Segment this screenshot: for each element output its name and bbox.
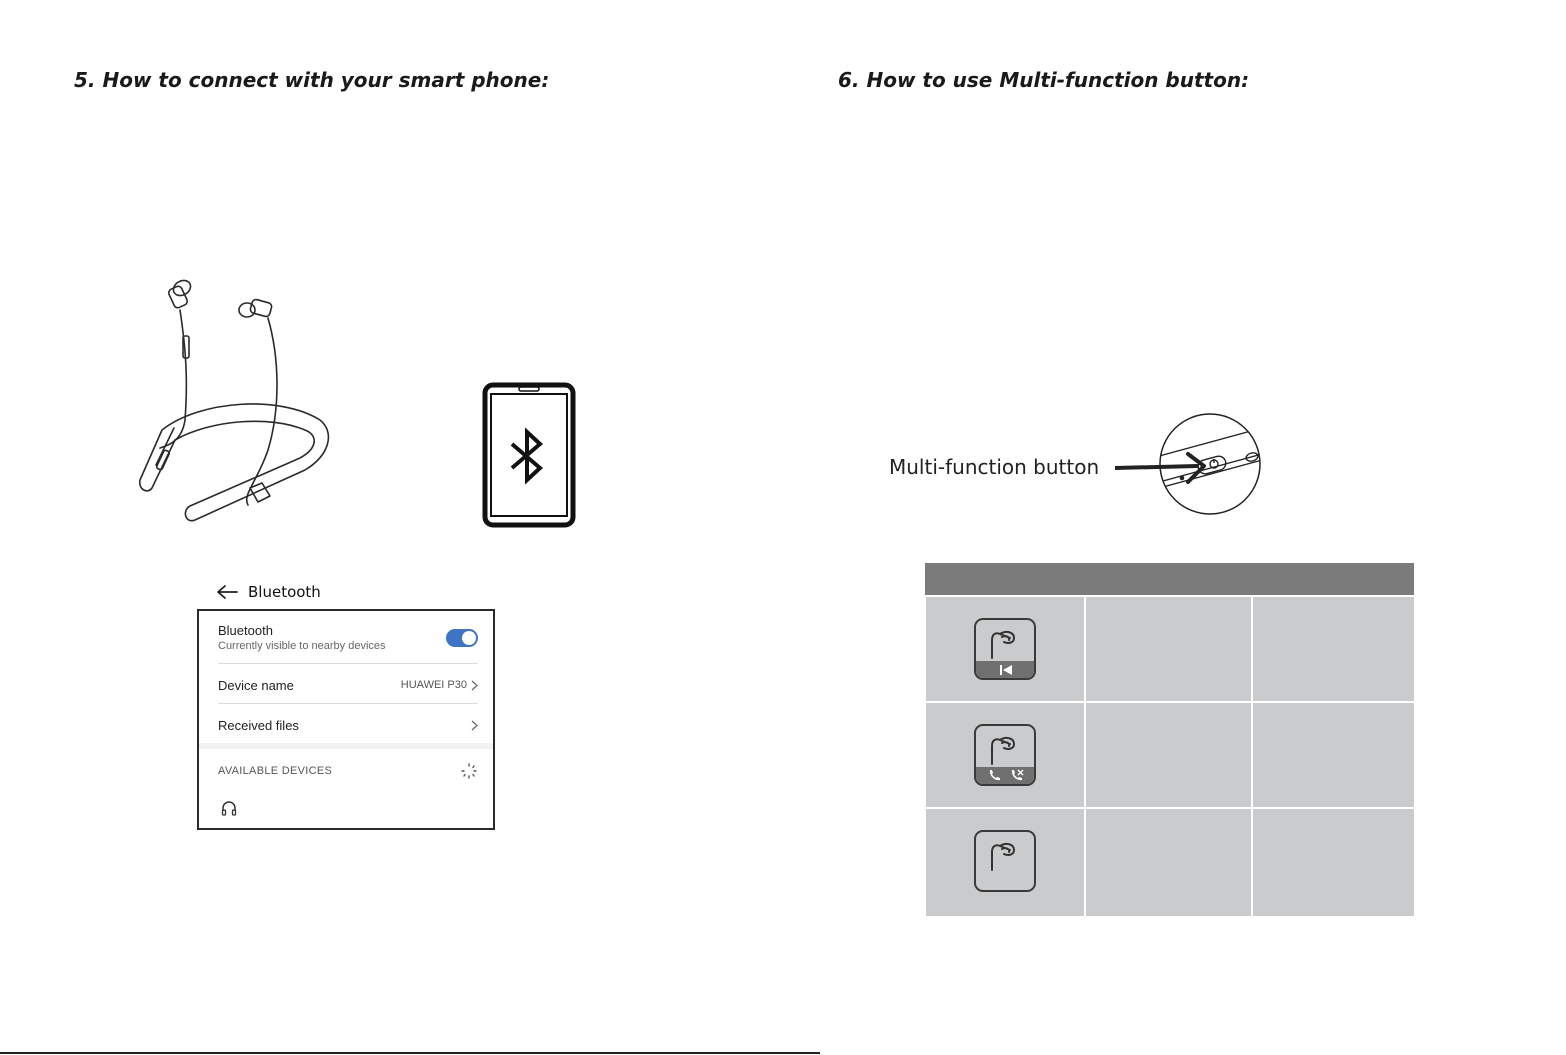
table-row-2-icon-cell (926, 703, 1084, 807)
phone-bluetooth-illustration (482, 382, 576, 528)
table-row-1-cell-2 (1086, 597, 1251, 701)
section-6-heading: 6. How to use Multi-function button: (838, 68, 1250, 92)
hand-press-icon (974, 830, 1036, 892)
bluetooth-visibility-text: Currently visible to nearby devices (218, 640, 386, 652)
device-name-value: HUAWEI P30 (400, 679, 467, 691)
hand-press-previous-icon (974, 618, 1036, 680)
button-function-table (925, 563, 1414, 916)
bluetooth-toggle-row[interactable] (218, 623, 478, 652)
bluetooth-screen-title: Bluetooth (248, 583, 321, 601)
device-name-value-wrap (401, 679, 478, 691)
bluetooth-toggle-switch[interactable] (446, 629, 478, 647)
neckband-earphones-illustration (130, 270, 340, 535)
divider (218, 703, 478, 704)
table-row-3-cell-3 (1253, 809, 1414, 916)
divider (218, 663, 478, 664)
device-name-row[interactable] (218, 675, 478, 695)
multi-function-button-detail-illustration (1112, 410, 1264, 518)
table-row-3-cell-2 (1086, 809, 1251, 916)
table-row-1-cell-3 (1253, 597, 1414, 701)
chevron-right-icon (471, 680, 478, 691)
available-devices-header (218, 761, 478, 781)
bluetooth-settings-panel (197, 609, 495, 830)
bluetooth-screen-header (216, 578, 321, 606)
available-devices-title: AVAILABLE DEVICES (218, 765, 333, 777)
section-5-heading: 5. How to connect with your smart phone: (74, 68, 550, 92)
answer-call-icon (988, 769, 1002, 782)
table-header (925, 563, 1414, 595)
loading-spinner-icon (460, 762, 478, 780)
table-row-2-cell-3 (1253, 703, 1414, 807)
toggle-knob (462, 631, 476, 645)
section-gap (199, 743, 493, 749)
bluetooth-toggle-label: Bluetooth (218, 623, 273, 638)
headphones-icon[interactable] (220, 799, 238, 817)
end-call-icon (1010, 769, 1024, 782)
table-row-1-icon-cell (926, 597, 1084, 701)
hand-press-call-icon (974, 724, 1036, 786)
received-files-row[interactable] (218, 715, 478, 735)
received-files-label: Received files (218, 717, 299, 733)
back-arrow-icon[interactable] (216, 584, 238, 600)
table-row-3-icon-cell (926, 809, 1084, 916)
table-row-2-cell-2 (1086, 703, 1251, 807)
device-name-label: Device name (218, 677, 294, 693)
chevron-right-icon (471, 720, 478, 731)
multi-function-button-callout: Multi-function button (889, 455, 1100, 479)
page-bottom-border (0, 1052, 820, 1054)
